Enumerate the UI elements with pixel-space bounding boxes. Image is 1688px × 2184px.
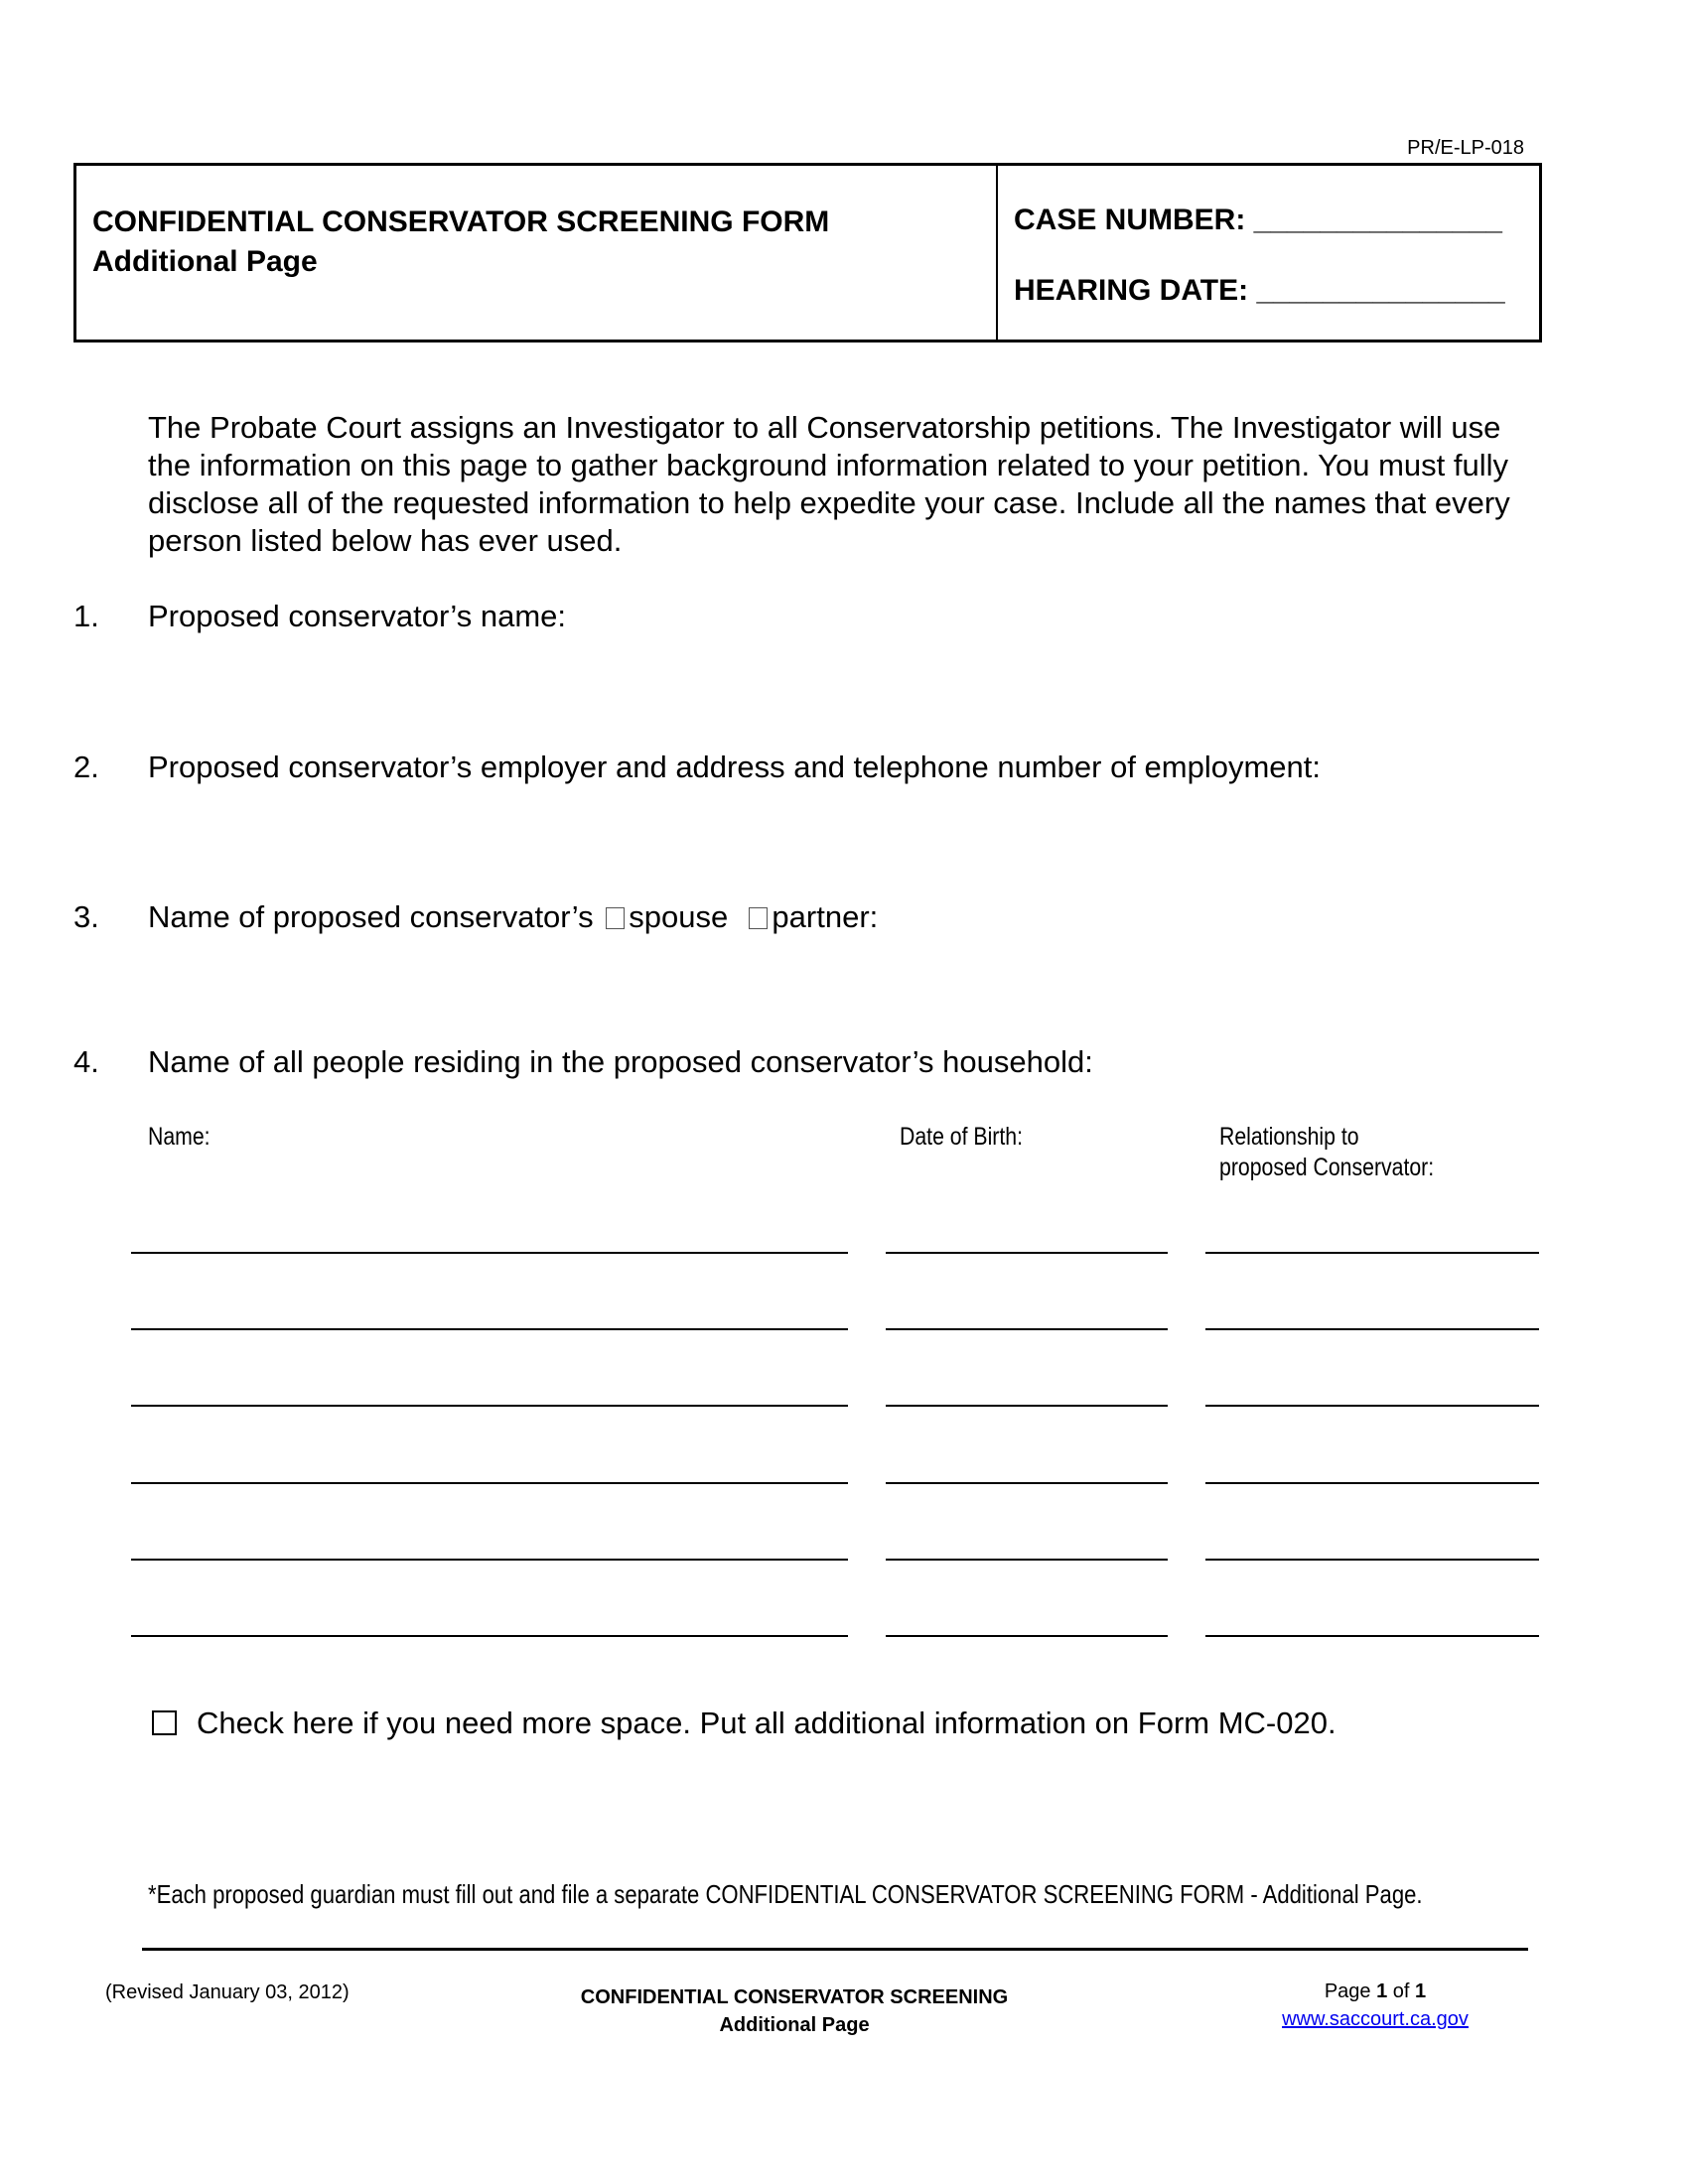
dob-line[interactable]: [886, 1252, 1168, 1254]
more-space-label: Check here if you need more space. Put all additional information on Form MC-020.: [197, 1706, 1336, 1740]
relationship-line[interactable]: [1205, 1559, 1539, 1561]
dob-line[interactable]: [886, 1635, 1168, 1637]
page-of: of: [1387, 1980, 1416, 2002]
form-title: CONFIDENTIAL CONSERVATOR SCREENING FORM: [92, 205, 830, 238]
item-4-label: Name of all people residing in the proposed conservator’s household:: [148, 1044, 1093, 1079]
page-total: 1: [1415, 1980, 1427, 2002]
relationship-line[interactable]: [1205, 1405, 1539, 1407]
relationship-line[interactable]: [1205, 1482, 1539, 1484]
name-line[interactable]: [131, 1635, 848, 1637]
partner-label: partner:: [772, 899, 879, 934]
footer-title: CONFIDENTIAL CONSERVATOR SCREENING: [580, 1986, 1009, 2008]
relationship-line[interactable]: [1205, 1328, 1539, 1330]
item-3-label: Name of proposed conservator’s: [148, 899, 594, 934]
item-4-number: 4.: [73, 1044, 99, 1079]
column-header-name: Name:: [148, 1123, 211, 1151]
dob-line[interactable]: [886, 1482, 1168, 1484]
page-number: [1231, 1978, 1519, 2005]
header-divider: [996, 166, 998, 340]
column-header-dob: Date of Birth:: [900, 1123, 1024, 1151]
footer-subtitle: Additional Page: [719, 2014, 870, 2036]
name-line[interactable]: [131, 1252, 848, 1254]
more-space-checkbox[interactable]: [152, 1710, 177, 1735]
partner-checkbox[interactable]: [749, 907, 768, 929]
case-number-field[interactable]: CASE NUMBER: _______________: [1014, 204, 1502, 236]
relationship-line1: Relationship to: [1219, 1123, 1359, 1151]
intro-paragraph: The Probate Court assigns an Investigator to all Conservatorship petitions. The Investigator will use the information on this page to gather background information related to your petition. You must fully disclose all of the requested information to help expedite your case. Include all the names that every person listed below has ever used.: [148, 410, 1510, 558]
relationship-line[interactable]: [1205, 1252, 1539, 1254]
dob-line[interactable]: [886, 1328, 1168, 1330]
page-current: 1: [1376, 1980, 1388, 2002]
header-box: [73, 163, 1542, 342]
footer-rule: [142, 1948, 1528, 1951]
name-line[interactable]: [131, 1482, 848, 1484]
item-1-label: Proposed conservator’s name:: [148, 599, 567, 633]
relationship-line2: proposed Conservator:: [1219, 1154, 1435, 1181]
footnote: *Each proposed guardian must fill out and file a separate CONFIDENTIAL CONSERVATOR SCREENING FORM - Additional Page.: [148, 1879, 1423, 1909]
name-line[interactable]: [131, 1328, 848, 1330]
dob-line[interactable]: [886, 1405, 1168, 1407]
form-subtitle: Additional Page: [92, 245, 318, 278]
form-number: PR/E-LP-018: [1407, 137, 1524, 159]
footer-center: [496, 1983, 1092, 2039]
name-line[interactable]: [131, 1405, 848, 1407]
revised-date: (Revised January 03, 2012): [105, 1981, 350, 2003]
spouse-checkbox[interactable]: [606, 907, 625, 929]
column-header-relationship: [1219, 1122, 1434, 1183]
court-website-link[interactable]: www.saccourt.ca.gov: [1282, 2008, 1469, 2030]
dob-line[interactable]: [886, 1559, 1168, 1561]
page-prefix: Page: [1324, 1980, 1377, 2002]
spouse-label: spouse: [629, 899, 729, 934]
item-2-number: 2.: [73, 750, 99, 784]
more-space-row: [148, 1706, 1336, 1741]
item-2-label: Proposed conservator’s employer and address and telephone number of employment:: [148, 750, 1321, 784]
hearing-date-field[interactable]: HEARING DATE: _______________: [1014, 274, 1505, 307]
item-3-number: 3.: [73, 899, 99, 934]
item-1-number: 1.: [73, 599, 99, 633]
relationship-line[interactable]: [1205, 1635, 1539, 1637]
name-line[interactable]: [131, 1559, 848, 1561]
page-info: [1231, 1978, 1519, 2033]
item-3-row: [148, 899, 878, 935]
